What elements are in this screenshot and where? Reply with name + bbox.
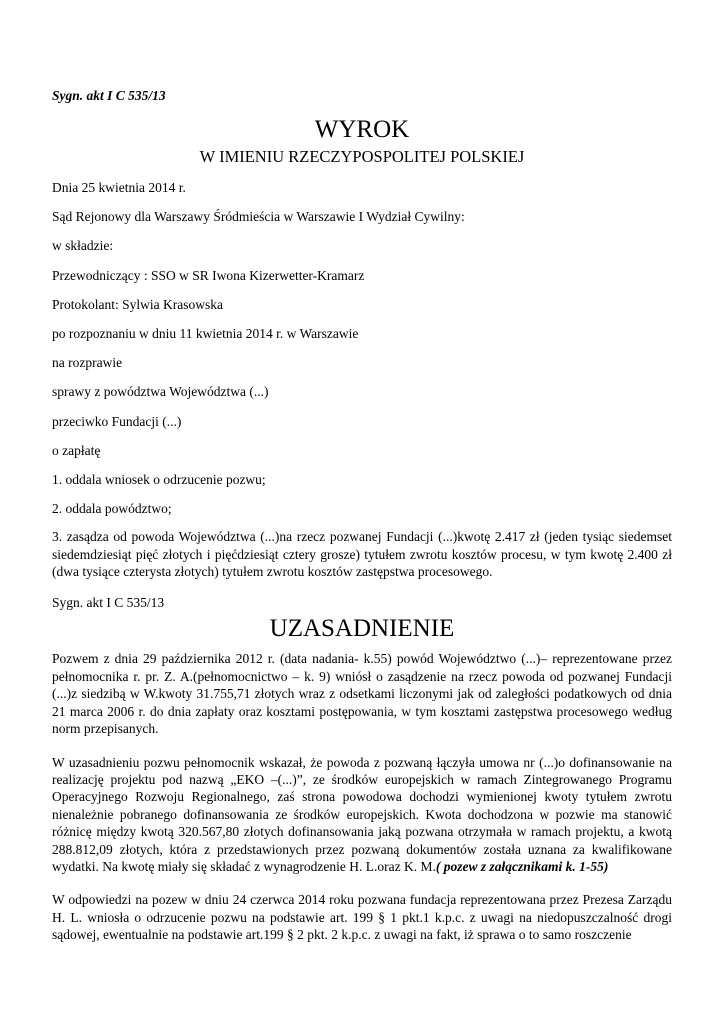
justification-paragraph-3: W odpowiedzi na pozew w dniu 24 czerwca 2014 roku pozwana fundacja reprezentowana przez Prezesa Zarządu H. L. wniosła o odrzucenie pozwu na podstawie art. 199 § 1 pkt.1 k.p.c. z uwagi na niedopuszczalność drogi sądowej, ewentualnie na podstawie art.199 § 2 pkt. 2 k.p.c. z uwagi na fakt, iż sprawa o to samo roszczenie: [52, 892, 672, 943]
justification-paragraph-2-text: W uzasadnieniu pozwu pełnomocnik wskazał, że powoda z pozwaną łączyła umowa nr (...)o dofinansowanie na realizację projektu pod nazwą „EKO –(...)”, ze środków europejskich w ramach Zintegrowanego Programu Operacyjnego Rozwoju Regionalnego, zaś strona powodowa dochodzi wymienionej kwoty tytułem zwrotu nienależnie pobranego dofinansowania ze środków europejskich. Kwota dochodzona w pozwie ma stanowić różnicę między kwotą 320.567,80 złotych dofinansowania jaką pozwana otrzymała w ramach projektu, a kwotą 288.812,09 złotych, która z przedstawionych przez pozwaną dokumentów została uznana za kwalifikowane wydatki. Na kwotę miały się składać z wynagrodzenie H. L.oraz K. M.: [52, 754, 672, 874]
case-number: Sygn. akt I C 535/13: [52, 88, 166, 103]
hearing-date: po rozpoznaniu w dniu 11 kwietnia 2014 r. w Warszawie: [52, 325, 359, 341]
justification-case-number: Sygn. akt I C 535/13: [52, 595, 165, 611]
case-defendant: przeciwko Fundacji (...): [52, 413, 182, 429]
evidence-reference: ( pozew z załącznikami k. 1-55): [435, 858, 609, 874]
presiding-judge: Przewodniczący : SSO w SR Iwona Kizerwetter-Kramarz: [52, 267, 365, 283]
case-plaintiff: sprawy z powództwa Województwa (...): [52, 384, 269, 400]
justification-paragraph-2: [52, 754, 672, 876]
ruling-date: Dnia 25 kwietnia 2014 r.: [52, 180, 186, 195]
court-clerk: Protokolant: Sylwia Krasowska: [52, 296, 223, 312]
session-type: na rozprawie: [52, 355, 123, 371]
case-subject: o zapłatę: [52, 442, 101, 458]
composition-label: w składzie:: [52, 238, 114, 254]
ruling-item-1: 1. oddala wniosek o odrzucenie pozwu;: [52, 471, 266, 487]
ruling-item-2: 2. oddala powództwo;: [52, 501, 172, 517]
justification-title: UZASADNIENIE: [269, 615, 455, 643]
judgment-title: WYROK: [314, 116, 410, 143]
document-page: [52, 88, 672, 960]
justification-paragraph-1: Pozwem z dnia 29 października 2012 r. (data nadania- k.55) powód Województwo (...)– reprezentowane przez pełnomocnika r. pr. Z. A.(pełnomocnictwo – k. 9) wniósł o zasądzenie na rzecz powoda od pozwanej Fundacji (...)z siedzibą w W.kwoty 31.755,71 złotych wraz z odsetkami liczonymi jak od zaległości podatkowych od dnia 21 marca 2006 r. do dnia zapłaty oraz kosztami postępowania, w tym kosztami zastępstwa procesowego według norm przepisanych.: [52, 651, 672, 737]
court-name: Sąd Rejonowy dla Warszawy Śródmieścia w Warszawie I Wydział Cywilny:: [52, 209, 465, 225]
ruling-item-3: 3. zasądza od powoda Województwa (...)na rzecz pozwanej Fundacji (...)kwotę 2.417 zł (jeden tysiąc siedemset siedemdziesiąt pięć złotych i pięćdziesiąt cztery grosze) tytułem zwrotu kosztów procesu, w tym kwotę 2.400 zł (dwa tysiące czterysta złotych) tytułem zwrotu kosztów zastępstwa procesowego.: [52, 529, 672, 580]
judgment-subtitle: W IMIENIU RZECZYPOSPOLITEJ POLSKIEJ: [199, 147, 525, 166]
